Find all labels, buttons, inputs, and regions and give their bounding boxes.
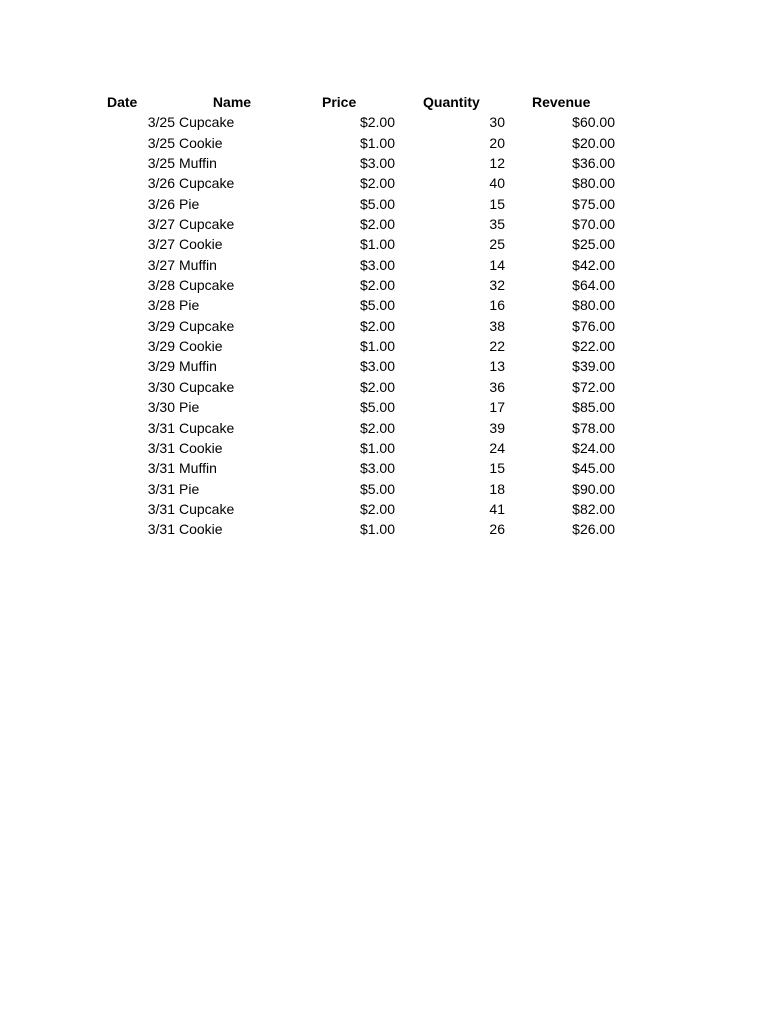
cell-quantity: 13 — [489, 358, 505, 375]
cell-price: $2.00 — [359, 114, 395, 131]
table-row — [0, 458, 768, 478]
cell-name: Cookie — [179, 236, 223, 253]
cell-price: $5.00 — [359, 399, 395, 416]
cell-price: $1.00 — [359, 134, 395, 151]
cell-quantity: 16 — [489, 297, 505, 314]
cell-date: 3/31 — [147, 521, 175, 538]
cell-name: Pie — [179, 480, 200, 497]
header-name: Name — [212, 94, 252, 110]
cell-price: $2.00 — [359, 378, 395, 395]
cell-revenue: $72.00 — [572, 378, 615, 395]
cell-price: $2.00 — [359, 500, 395, 517]
cell-revenue: $80.00 — [572, 175, 615, 192]
cell-name: Cupcake — [179, 216, 235, 233]
cell-date: 3/29 — [147, 317, 175, 334]
cell-revenue: $75.00 — [572, 195, 615, 212]
cell-price: $2.00 — [359, 419, 395, 436]
cell-revenue: $42.00 — [572, 256, 615, 273]
table-row — [0, 377, 768, 397]
cell-name: Muffin — [179, 256, 217, 273]
table-row — [0, 214, 768, 234]
table-row — [0, 275, 768, 295]
cell-quantity: 40 — [489, 175, 505, 192]
cell-revenue: $60.00 — [572, 114, 615, 131]
cell-date: 3/31 — [147, 439, 175, 456]
cell-price: $2.00 — [359, 277, 395, 294]
cell-name: Cupcake — [179, 317, 235, 334]
cell-name: Muffin — [179, 358, 217, 375]
cell-name: Cookie — [179, 134, 223, 151]
cell-name: Cupcake — [179, 114, 235, 131]
table-row — [0, 438, 768, 458]
sales-table — [0, 92, 768, 540]
cell-price: $1.00 — [359, 439, 395, 456]
cell-price: $3.00 — [359, 358, 395, 375]
cell-price: $2.00 — [359, 317, 395, 334]
cell-quantity: 41 — [489, 500, 505, 517]
cell-revenue: $36.00 — [572, 155, 615, 172]
cell-revenue: $85.00 — [572, 399, 615, 416]
cell-price: $2.00 — [359, 175, 395, 192]
cell-revenue: $24.00 — [572, 439, 615, 456]
cell-price: $2.00 — [359, 216, 395, 233]
cell-price: $5.00 — [359, 297, 395, 314]
cell-date: 3/30 — [147, 378, 175, 395]
cell-date: 3/26 — [147, 175, 175, 192]
table-row — [0, 316, 768, 336]
table-row — [0, 397, 768, 417]
table-row — [0, 234, 768, 254]
table-body — [0, 112, 768, 539]
table-row — [0, 356, 768, 376]
cell-name: Muffin — [179, 460, 217, 477]
cell-quantity: 32 — [489, 277, 505, 294]
cell-revenue: $45.00 — [572, 460, 615, 477]
cell-price: $5.00 — [359, 195, 395, 212]
cell-revenue: $64.00 — [572, 277, 615, 294]
header-quantity: Quantity — [423, 94, 480, 110]
cell-revenue: $78.00 — [572, 419, 615, 436]
table-row — [0, 112, 768, 132]
table-row — [0, 295, 768, 315]
cell-quantity: 38 — [489, 317, 505, 334]
table-row — [0, 153, 768, 173]
cell-date: 3/31 — [147, 480, 175, 497]
cell-date: 3/27 — [147, 236, 175, 253]
cell-date: 3/25 — [147, 114, 175, 131]
cell-quantity: 36 — [489, 378, 505, 395]
cell-price: $1.00 — [359, 236, 395, 253]
cell-name: Pie — [179, 195, 200, 212]
cell-quantity: 20 — [489, 134, 505, 151]
cell-date: 3/28 — [147, 277, 175, 294]
cell-price: $5.00 — [359, 480, 395, 497]
cell-quantity: 14 — [489, 256, 505, 273]
cell-date: 3/30 — [147, 399, 175, 416]
cell-quantity: 39 — [489, 419, 505, 436]
cell-name: Cupcake — [179, 378, 235, 395]
cell-quantity: 12 — [489, 155, 505, 172]
cell-revenue: $82.00 — [572, 500, 615, 517]
cell-date: 3/25 — [147, 155, 175, 172]
cell-name: Cupcake — [179, 500, 235, 517]
cell-name: Cupcake — [179, 419, 235, 436]
cell-date: 3/27 — [147, 256, 175, 273]
cell-revenue: $76.00 — [572, 317, 615, 334]
cell-revenue: $20.00 — [572, 134, 615, 151]
cell-revenue: $90.00 — [572, 480, 615, 497]
cell-price: $1.00 — [359, 521, 395, 538]
cell-revenue: $39.00 — [572, 358, 615, 375]
cell-price: $3.00 — [359, 155, 395, 172]
table-row — [0, 479, 768, 499]
cell-price: $1.00 — [359, 338, 395, 355]
table-row — [0, 499, 768, 519]
cell-quantity: 30 — [489, 114, 505, 131]
cell-quantity: 22 — [489, 338, 505, 355]
cell-revenue: $22.00 — [572, 338, 615, 355]
table-row — [0, 336, 768, 356]
cell-date: 3/28 — [147, 297, 175, 314]
cell-quantity: 15 — [489, 195, 505, 212]
table-row — [0, 255, 768, 275]
header-price: Price — [322, 94, 357, 110]
cell-date: 3/29 — [147, 358, 175, 375]
cell-quantity: 24 — [489, 439, 505, 456]
cell-name: Cookie — [179, 338, 223, 355]
cell-quantity: 18 — [489, 480, 505, 497]
table-row — [0, 133, 768, 153]
cell-date: 3/31 — [147, 500, 175, 517]
cell-name: Cupcake — [179, 175, 235, 192]
cell-name: Cookie — [179, 521, 223, 538]
cell-date: 3/31 — [147, 460, 175, 477]
cell-name: Muffin — [179, 155, 217, 172]
header-date: Date — [107, 94, 138, 110]
cell-revenue: $26.00 — [572, 521, 615, 538]
cell-revenue: $25.00 — [572, 236, 615, 253]
cell-revenue: $80.00 — [572, 297, 615, 314]
table-row — [0, 173, 768, 193]
header-revenue: Revenue — [532, 94, 591, 110]
cell-quantity: 26 — [489, 521, 505, 538]
cell-date: 3/31 — [147, 419, 175, 436]
cell-revenue: $70.00 — [572, 216, 615, 233]
cell-date: 3/26 — [147, 195, 175, 212]
table-header-row — [0, 92, 768, 112]
cell-date: 3/27 — [147, 216, 175, 233]
cell-quantity: 15 — [489, 460, 505, 477]
cell-quantity: 25 — [489, 236, 505, 253]
table-row — [0, 194, 768, 214]
cell-name: Cookie — [179, 439, 223, 456]
cell-price: $3.00 — [359, 460, 395, 477]
table-row — [0, 418, 768, 438]
cell-date: 3/25 — [147, 134, 175, 151]
cell-date: 3/29 — [147, 338, 175, 355]
cell-name: Cupcake — [179, 277, 235, 294]
cell-quantity: 17 — [489, 399, 505, 416]
cell-price: $3.00 — [359, 256, 395, 273]
cell-name: Pie — [179, 297, 200, 314]
table-row — [0, 519, 768, 539]
cell-quantity: 35 — [489, 216, 505, 233]
cell-name: Pie — [179, 399, 200, 416]
